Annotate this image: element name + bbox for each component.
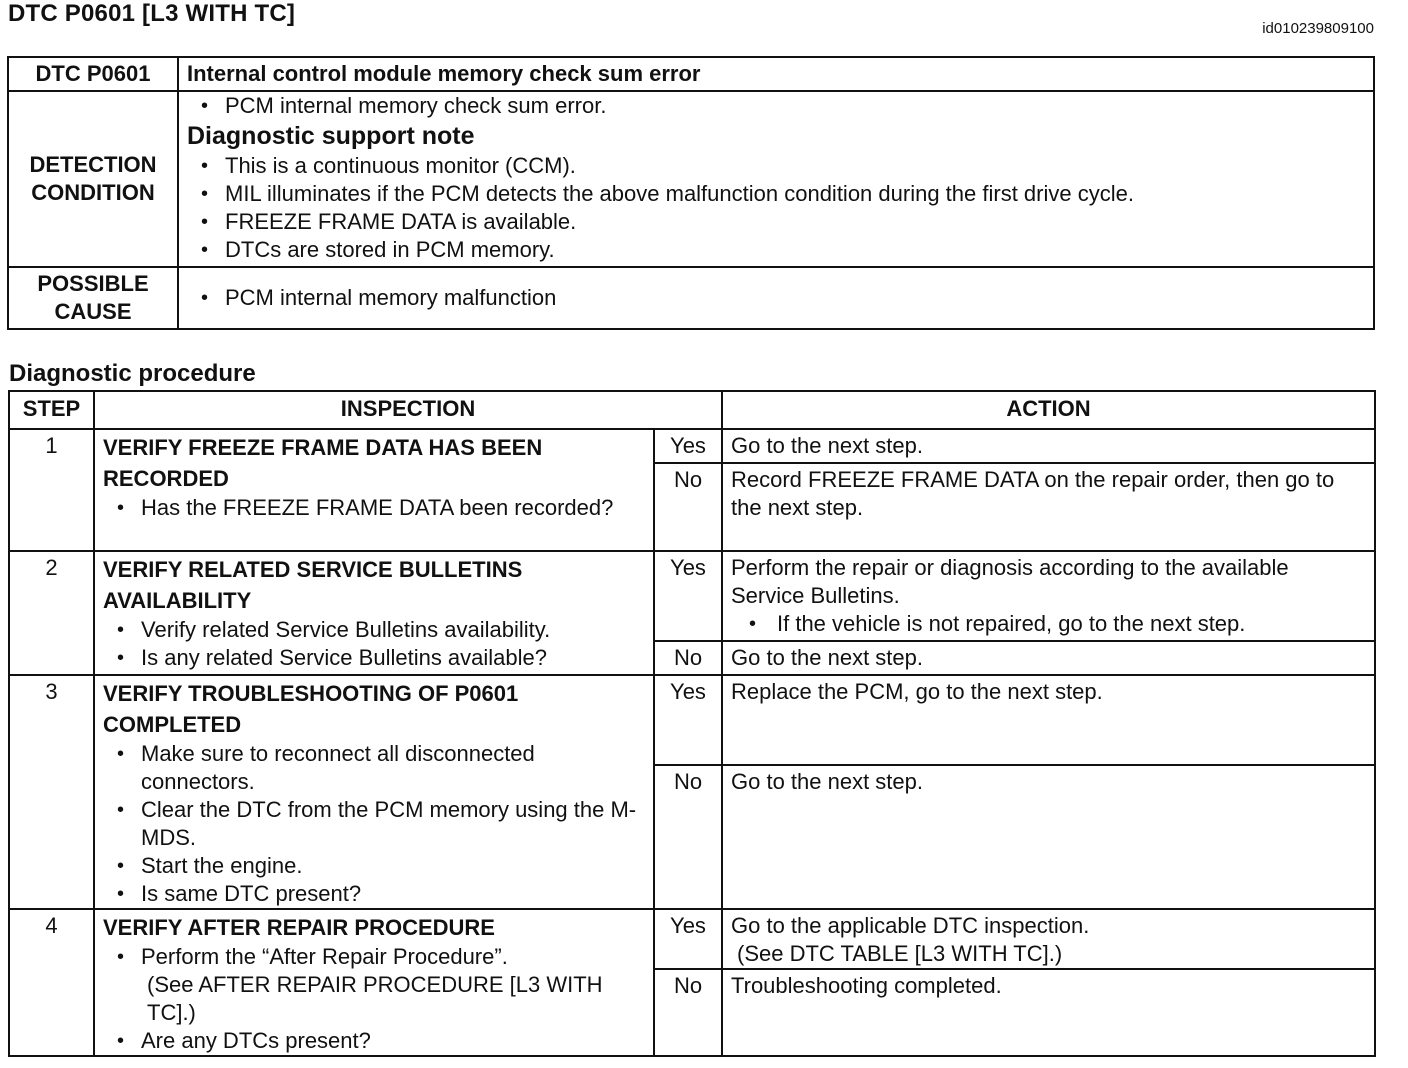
action-item: • If the vehicle is not repaired, go to the next step. [731,610,1366,638]
support-note-list [187,152,1365,264]
answer-yes: Yes [654,909,722,969]
support-note-title: Diagnostic support note [187,122,475,150]
answer-yes: Yes [654,429,722,463]
step-number: 3 [9,675,94,909]
answer-no: No [654,765,722,909]
detection-condition-label [8,91,178,267]
table-row [9,551,1375,641]
action-yes [722,551,1375,641]
step-inspection [94,551,654,675]
answer-yes: Yes [654,551,722,641]
action-yes: Go to the next step. [722,429,1375,463]
detection-condition-content [178,91,1374,267]
action-reference: (See DTC TABLE [L3 WITH TC].) [737,941,1063,966]
answer-yes: Yes [654,675,722,765]
inspection-item: • Verify related Service Bulletins availability. [103,616,647,644]
action-yes [722,909,1375,969]
inspection-item [103,943,647,1027]
detection-row [8,91,1374,267]
dtc-row [8,57,1374,91]
diagnostic-procedure-table [8,390,1376,1057]
page-title: DTC P0601 [L3 WITH TC] [8,0,296,27]
support-note-item: • FREEZE FRAME DATA is available. [187,208,1365,236]
support-note-item: • MIL illuminates if the PCM detects the above malfunction condition during the first drive cycle. [187,180,1365,208]
step-heading: VERIFY FREEZE FRAME DATA HAS BEEN [103,435,543,460]
detection-label-line2: CONDITION [31,180,155,205]
possible-cause-label [8,267,178,329]
step-inspection [94,675,654,909]
inspection-item: • Is any related Service Bulletins available? [103,644,647,672]
inspection-item: • Is same DTC present? [103,880,647,908]
action-no: Troubleshooting completed. [722,969,1375,1056]
answer-no: No [654,641,722,675]
answer-no: No [654,969,722,1056]
step-heading: COMPLETED [103,712,242,737]
table-row [9,429,1375,463]
step-inspection [94,429,654,551]
step-heading: VERIFY AFTER REPAIR PROCEDURE [103,915,495,940]
possible-cause-content [178,267,1374,329]
possible-cause-row [8,267,1374,329]
col-header-action: ACTION [722,391,1375,429]
dtc-info-table [7,56,1375,330]
step-heading: AVAILABILITY [103,588,252,613]
step-inspection [94,909,654,1056]
dtc-description: Internal control module memory check sum error [178,57,1374,91]
support-note-item: • DTCs are stored in PCM memory. [187,236,1365,264]
table-row [9,675,1375,765]
inspection-item: • Clear the DTC from the PCM memory using the M-MDS. [103,796,647,852]
action-no: Record FREEZE FRAME DATA on the repair order, then go to the next step. [722,463,1375,551]
action-text: Perform the repair or diagnosis according to the available Service Bulletins. [731,555,1289,608]
col-header-inspection: INSPECTION [94,391,722,429]
action-yes: Replace the PCM, go to the next step. [722,675,1375,765]
inspection-item: • Make sure to reconnect all disconnected connectors. [103,740,647,796]
inspection-item-text: • Perform the “After Repair Procedure”. [141,944,508,969]
cause-item: • PCM internal memory malfunction [187,284,1365,312]
step-number: 4 [9,909,94,1056]
section-title: Diagnostic procedure [9,360,256,387]
support-note-item: • This is a continuous monitor (CCM). [187,152,1365,180]
action-no: Go to the next step. [722,765,1375,909]
inspection-item: • Are any DTCs present? [103,1027,647,1055]
answer-no: No [654,463,722,551]
table-row [9,909,1375,969]
document-id: id010239809100 [1262,20,1374,37]
step-heading: VERIFY TROUBLESHOOTING OF P0601 [103,681,519,706]
step-number: 2 [9,551,94,675]
detection-item: • PCM internal memory check sum error. [187,92,1365,120]
table-header-row [9,391,1375,429]
step-number: 1 [9,429,94,551]
step-heading: RECORDED [103,466,229,491]
inspection-item-reference: (See AFTER REPAIR PROCEDURE [L3 WITH TC].) [147,972,603,1025]
inspection-item: • Has the FREEZE FRAME DATA been recorded? [103,494,647,522]
dtc-code: DTC P0601 [8,57,178,91]
cause-label-line2: CAUSE [54,299,132,324]
step-heading: VERIFY RELATED SERVICE BULLETINS [103,557,523,582]
action-text: Go to the applicable DTC inspection. [731,913,1090,938]
col-header-step: STEP [9,391,94,429]
detection-label-line1: DETECTION [29,152,157,177]
action-no: Go to the next step. [722,641,1375,675]
cause-label-line1: POSSIBLE [37,271,149,296]
inspection-item: • Start the engine. [103,852,647,880]
